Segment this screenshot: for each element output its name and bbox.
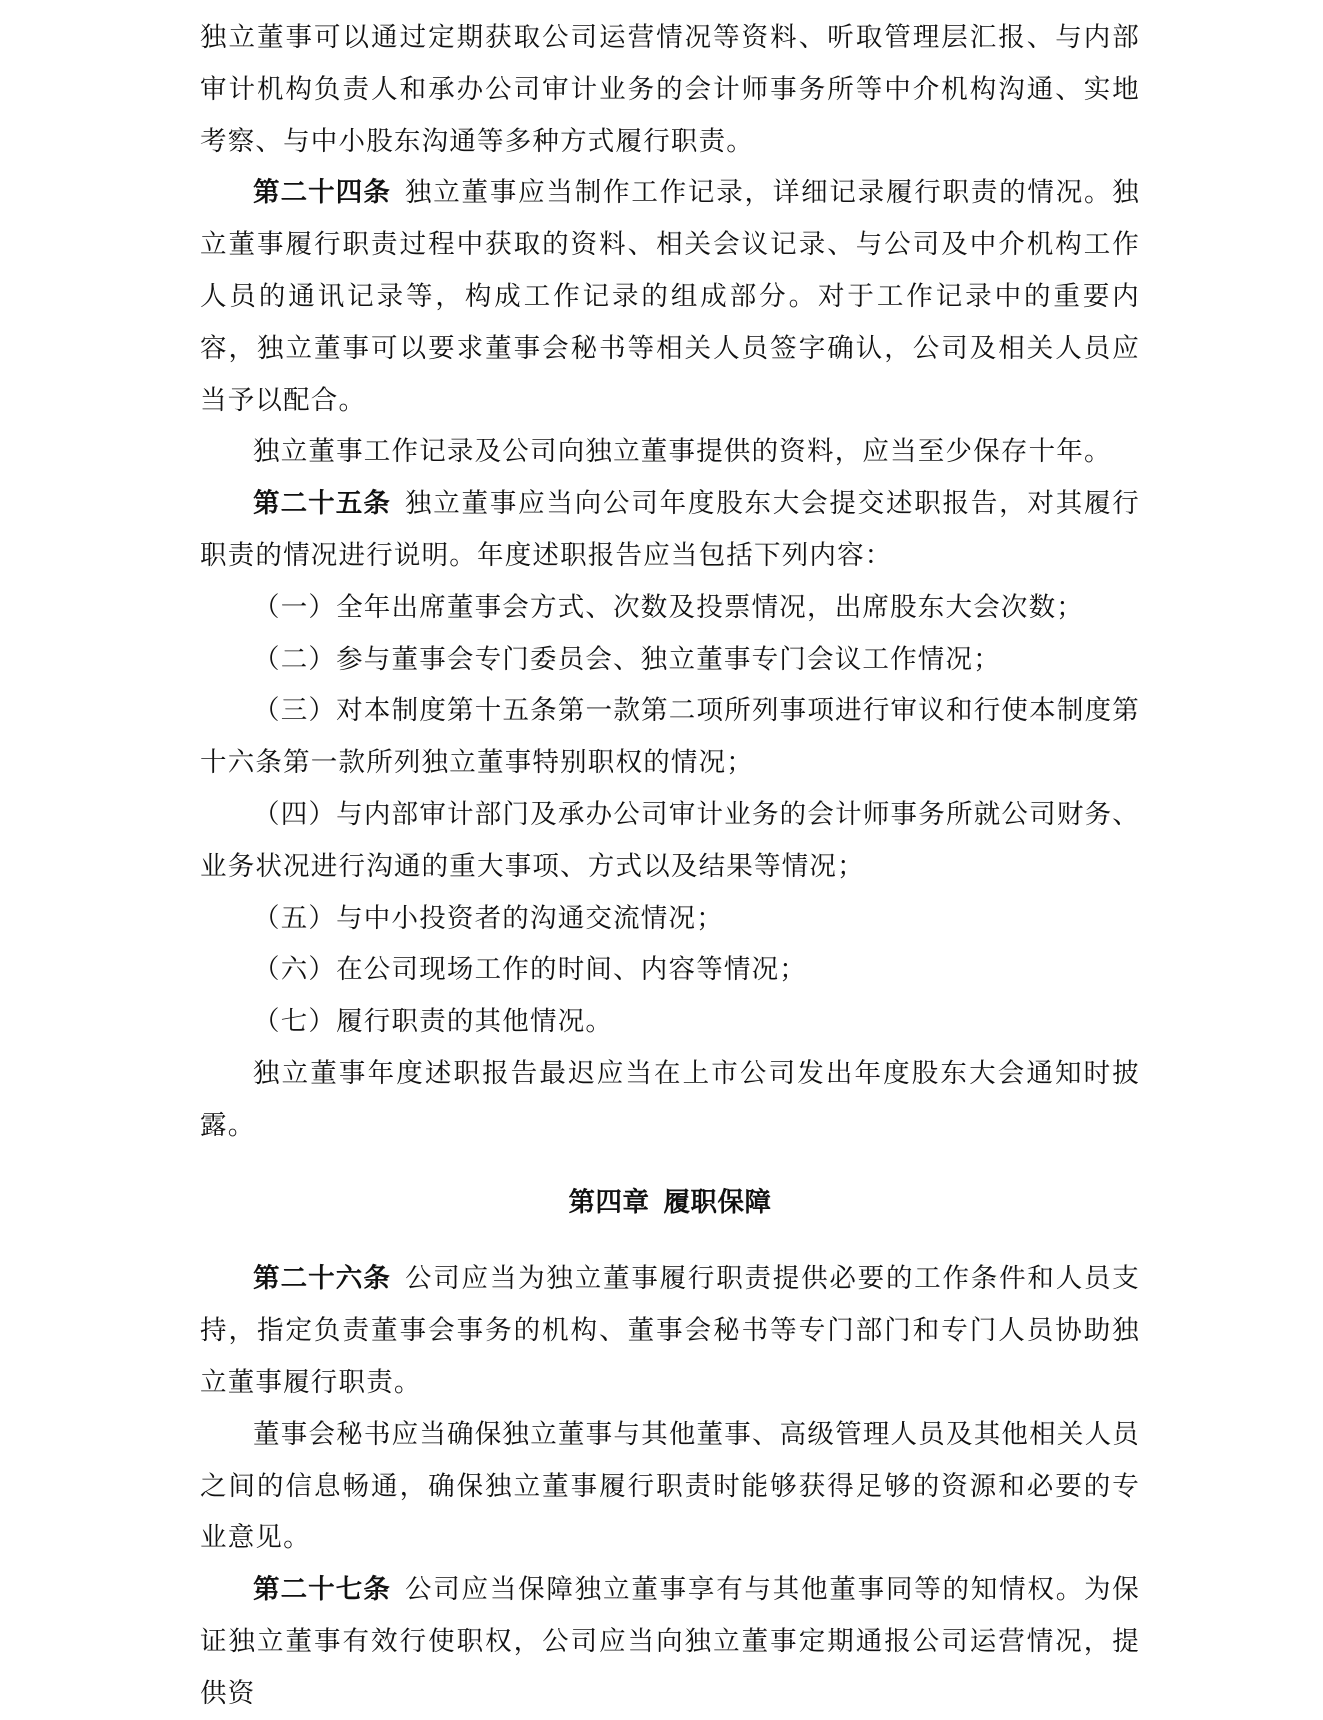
list-item-text: （三）对本制度第十五条第一款第二项所列事项进行审议和行使本制度第十六条第一款所列独立董事特别职权的情况； bbox=[200, 695, 1140, 779]
paragraph-text: 独立董事应当向公司年度股东大会提交述职报告，对其履行职责的情况进行说明。年度述职报告应当包括下列内容： bbox=[200, 488, 1140, 571]
list-item-1 bbox=[200, 582, 1140, 634]
list-item-7 bbox=[200, 996, 1140, 1048]
list-item-text: （一）全年出席董事会方式、次数及投票情况，出席股东大会次数； bbox=[253, 591, 1084, 623]
chapter-title: 履职保障 bbox=[663, 1186, 772, 1218]
paragraph-text: 公司应当保障独立董事享有与其他董事同等的知情权。为保证独立董事有效行使职权，公司应当向独立董事定期通报公司运营情况，提供资 bbox=[200, 1574, 1140, 1709]
list-item-text: （七）履行职责的其他情况。 bbox=[253, 1006, 614, 1038]
paragraph-text: 独立董事应当制作工作记录，详细记录履行职责的情况。独立董事履行职责过程中获取的资料、相关会议记录、与公司及中介机构工作人员的通讯记录等，构成工作记录的组成部分。对于工作记录中的重要内容，独立董事可以要求董事会秘书等相关人员签字确认，公司及相关人员应当予以配合。 bbox=[200, 177, 1140, 416]
article-27 bbox=[200, 1564, 1140, 1719]
list-item-text: （二）参与董事会专门委员会、独立董事专门会议工作情况； bbox=[253, 643, 1001, 675]
chapter-number: 第四章 bbox=[568, 1186, 650, 1218]
list-item-2 bbox=[200, 634, 1140, 686]
list-item-5 bbox=[200, 893, 1140, 945]
article-24 bbox=[200, 167, 1140, 426]
paragraph-text: 董事会秘书应当确保独立董事与其他董事、高级管理人员及其他相关人员之间的信息畅通，确保独立董事履行职责时能够获得足够的资源和必要的专业意见。 bbox=[200, 1418, 1140, 1554]
paragraph-text: 公司应当为独立董事履行职责提供必要的工作条件和人员支持，指定负责董事会事务的机构、董事会秘书等专门部门和专门人员协助独立董事履行职责。 bbox=[200, 1263, 1140, 1398]
paragraph-text: 独立董事可以通过定期获取公司运营情况等资料、听取管理层汇报、与内部审计机构负责人和承办公司审计业务的会计师事务所等中介机构沟通、实地考察、与中小股东沟通等多种方式履行职责。 bbox=[200, 22, 1140, 157]
paragraph-text: 独立董事年度述职报告最迟应当在上市公司发出年度股东大会通知时披露。 bbox=[200, 1057, 1140, 1141]
article-label: 第二十七条 bbox=[253, 1574, 391, 1606]
paragraph-2 bbox=[200, 426, 1140, 478]
paragraph-after-1 bbox=[200, 1409, 1140, 1564]
paragraph-0 bbox=[200, 12, 1140, 167]
list-item-4 bbox=[200, 789, 1140, 893]
list-item-text: （六）在公司现场工作的时间、内容等情况； bbox=[253, 954, 807, 986]
list-item-6 bbox=[200, 944, 1140, 996]
article-label: 第二十六条 bbox=[253, 1263, 391, 1295]
article-label: 第二十四条 bbox=[253, 177, 391, 209]
article-label: 第二十五条 bbox=[253, 488, 391, 520]
list-item-3 bbox=[200, 685, 1140, 789]
list-item-text: （四）与内部审计部门及承办公司审计业务的会计师事务所就公司财务、业务状况进行沟通的重大事项、方式以及结果等情况； bbox=[200, 798, 1140, 882]
paragraph-11 bbox=[200, 1048, 1140, 1152]
article-25 bbox=[200, 478, 1140, 582]
list-item-text: （五）与中小投资者的沟通交流情况； bbox=[253, 902, 724, 934]
paragraph-text: 独立董事工作记录及公司向独立董事提供的资料，应当至少保存十年。 bbox=[253, 436, 1112, 468]
article-26 bbox=[200, 1253, 1140, 1408]
document-body bbox=[200, 12, 1140, 1720]
chapter-heading bbox=[200, 1177, 1140, 1229]
